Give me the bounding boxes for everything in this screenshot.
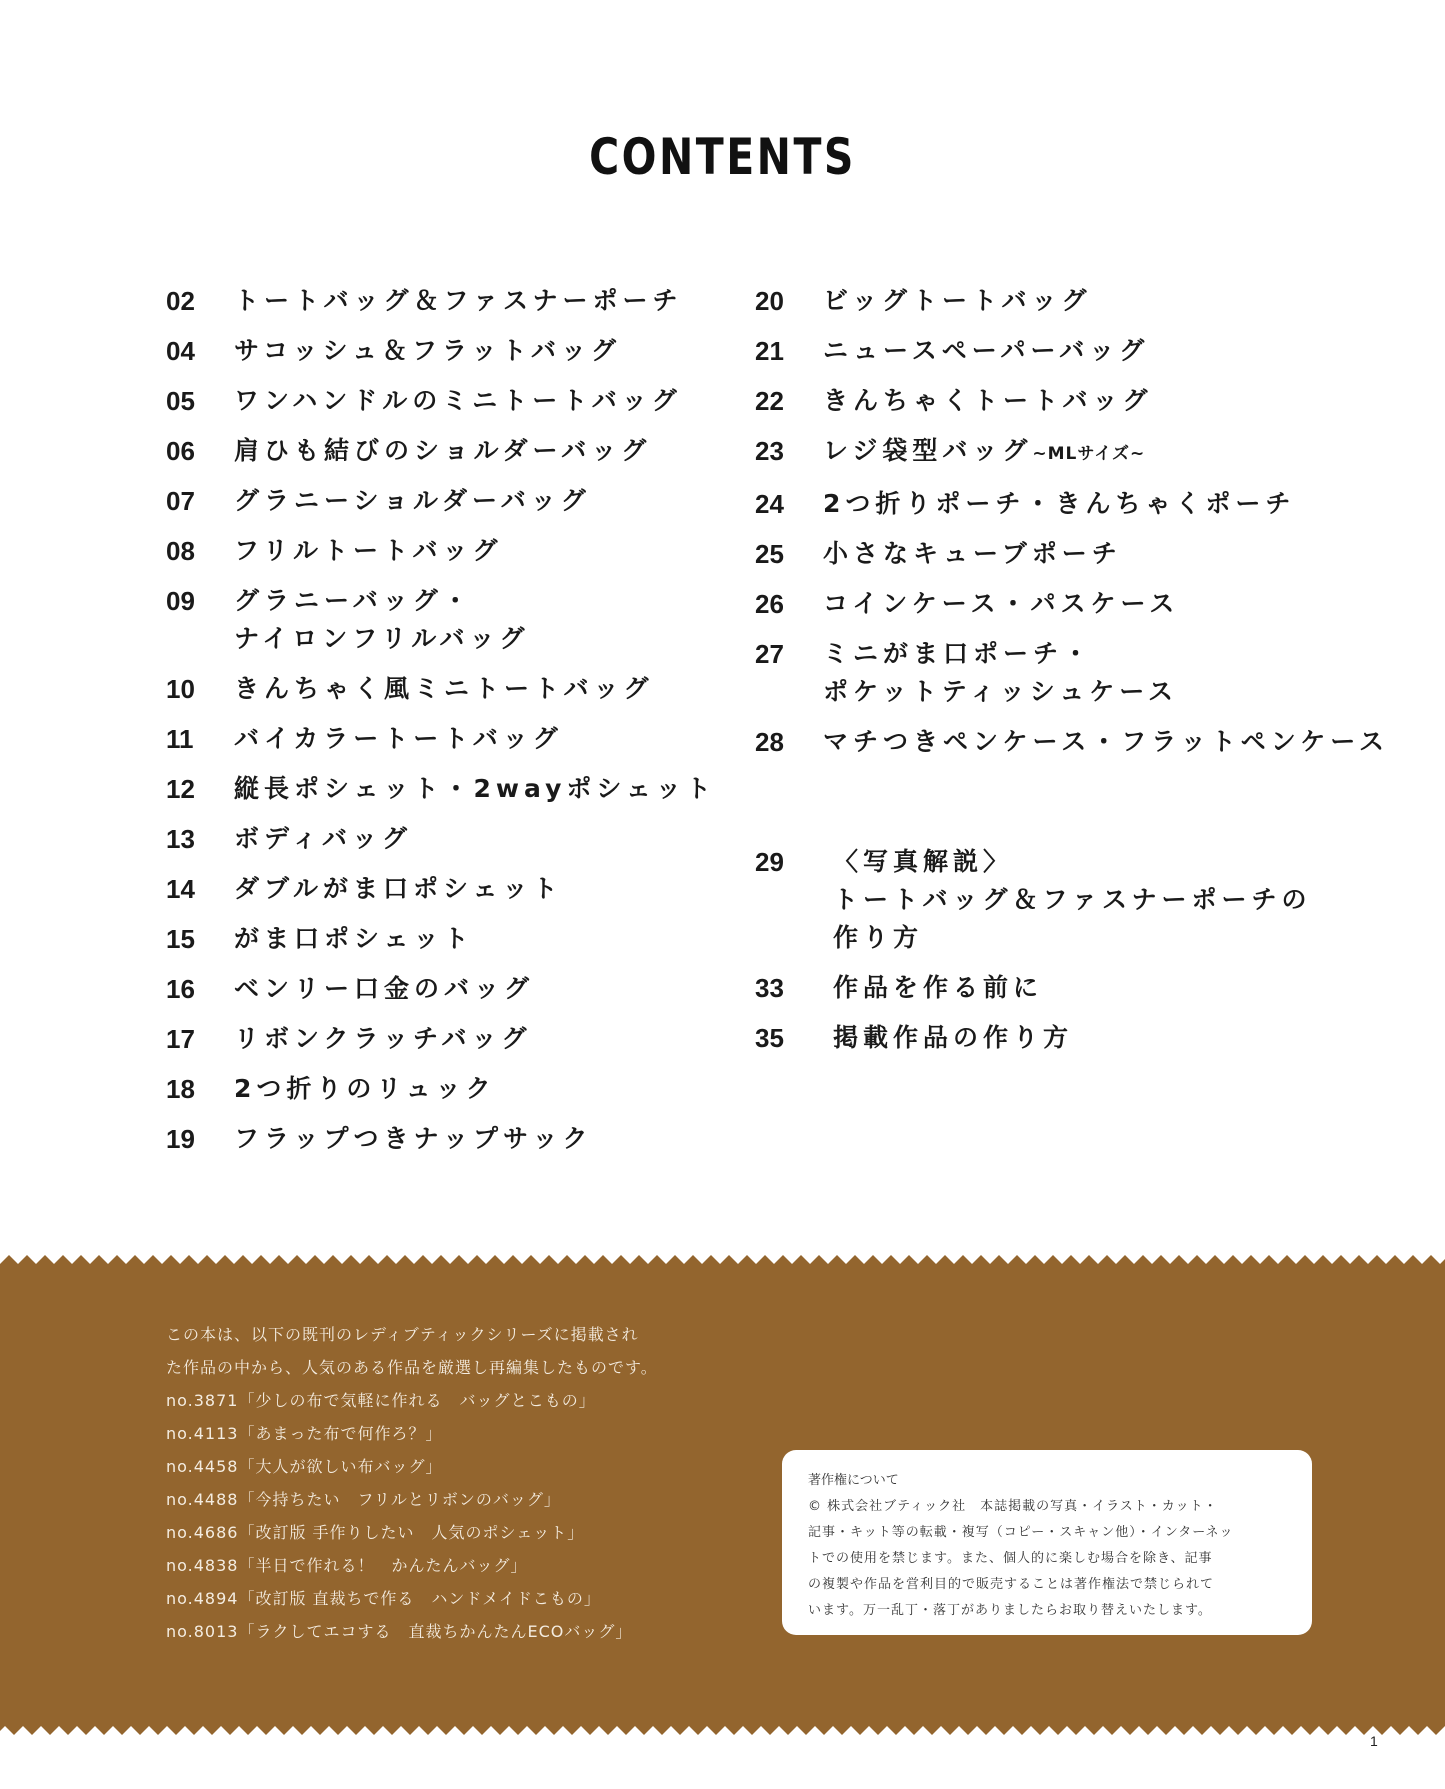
copyright-line: © 株式会社ブティック社 本誌掲載の写真・イラスト・カット・ [808,1499,1218,1514]
toc-page-number: 25 [755,539,784,569]
series-line: no.4458「大人が欲しい布バッグ」 [166,1457,443,1476]
toc-page-number: 04 [166,336,195,366]
toc-page-number: 14 [166,874,195,904]
copyright-line: います。万一乱丁・落丁がありましたらお取り替えいたします。 [808,1603,1212,1618]
toc-page-number: 33 [755,973,784,1003]
toc-title: サコッシュ＆フラットバッグ [234,336,622,365]
toc-title: リボンクラッチバッグ [234,1024,532,1053]
toc-entry [755,538,1395,570]
copyright-box [782,1450,1312,1635]
toc-title: ボディバッグ [234,824,413,853]
toc-title-suffix: ~MLサイズ~ [1032,444,1146,464]
toc-title: フリルトートバッグ [234,536,503,565]
toc-entry [755,638,1395,708]
toc-title: ベンリー口金のバッグ [234,974,535,1003]
toc-title: コインケース・パスケース [823,589,1180,618]
toc-entry [166,585,726,655]
toc-title: グラニーショルダーバッグ [234,486,591,515]
toc-entry [166,823,726,855]
series-line: no.4894「改訂版 直裁ちで作る ハンドメイドこもの」 [166,1589,601,1608]
toc-page-number: 23 [755,436,784,466]
toc-entry [755,488,1395,520]
toc-page-number: 16 [166,974,195,1004]
toc-entry [166,1123,726,1155]
toc-title: 縦長ポシェット・2wayポシェット [234,774,716,803]
toc-entry [755,335,1395,367]
toc-entry [166,923,726,955]
toc-entry [755,285,1395,317]
series-line: この本は、以下の既刊のレディブティックシリーズに掲載され [166,1325,639,1344]
toc-title: 掲載作品の作り方 [833,1023,1074,1052]
series-line: no.4838「半日で作れる！ かんたんバッグ」 [166,1556,528,1575]
toc-page-number: 21 [755,336,784,366]
toc-page-number: 19 [166,1124,195,1154]
toc-entry [166,335,726,367]
toc-page-number: 29 [755,847,784,877]
series-line: た作品の中から、人気のある作品を厳選し再編集したものです。 [166,1358,658,1377]
toc-page-number: 09 [166,586,195,616]
toc-entry [755,588,1395,620]
toc-title: きんちゃく風ミニトートバッグ [234,674,654,703]
copyright-body [808,1494,1286,1624]
toc-page-number: 26 [755,589,784,619]
toc-page-number: 18 [166,1074,195,1104]
toc-entry [166,1073,726,1105]
toc-title: 2つ折りのリュック [234,1074,496,1103]
toc-entry [166,723,726,755]
toc-right-column [755,285,1395,1072]
toc-entry [166,773,726,805]
toc-title: バイカラートートバッグ [234,724,563,753]
toc-title: ナイロンフリルバッグ [234,624,530,653]
series-line: no.4488「今持ちたい フリルとリボンのバッグ」 [166,1490,561,1509]
toc-entry [755,385,1395,417]
toc-title: 小さなキューブポーチ [823,539,1122,568]
toc-title: 作り方 [833,923,924,952]
toc-page-number: 11 [166,724,194,754]
toc-entry [166,1023,726,1055]
toc-page-number: 17 [166,1024,195,1054]
toc-page-number: 05 [166,386,195,416]
toc-title: がま口ポシェット [234,924,474,953]
toc-title: 2つ折りポーチ・きんちゃくポーチ [823,489,1296,518]
toc-page-number: 20 [755,286,784,316]
toc-page-number: 10 [166,674,195,704]
copyright-heading: 著作権について [808,1473,899,1488]
toc-entry [755,726,1395,758]
toc-title: ダブルがま口ポシェット [234,874,563,903]
toc-entry [166,385,726,417]
toc-page-number: 35 [755,1023,784,1053]
toc-page-number: 27 [755,639,784,669]
toc-entry [755,972,1395,1004]
toc-entry [166,435,726,467]
toc-page-number: 06 [166,436,195,466]
toc-entry [755,435,1395,470]
toc-title: 〈写真解説〉 [833,847,1014,876]
toc-page-number: 08 [166,536,195,566]
series-line: no.4113「あまった布で何作ろ？」 [166,1424,443,1443]
toc-title: ポケットティッシュケース [823,677,1179,706]
toc-entry [166,673,726,705]
toc-entry [166,973,726,1005]
copyright-line: トでの使用を禁じます。また、個人的に楽しむ場合を除き、記事 [808,1551,1213,1566]
toc-title: ニュースペーパーバッグ [823,336,1150,365]
toc-page-number: 15 [166,924,195,954]
series-line: no.8013「ラクしてエコする 直裁ちかんたんECOバッグ」 [166,1622,633,1641]
toc-left-column [166,285,726,1173]
toc-page-number: 22 [755,386,784,416]
toc-title: ビッグトートバッグ [823,286,1092,315]
toc-entry [166,535,726,567]
toc-title: フラップつきナップサック [234,1124,593,1153]
toc-title: トートバッグ＆ファスナーポーチ [234,286,683,315]
toc-title: レジ袋型バッグ~MLサイズ~ [823,436,1146,465]
page-title: CONTENTS [589,128,856,186]
toc-entry [166,285,726,317]
toc-title: ワンハンドルのミニトートバッグ [234,386,682,415]
toc-title: ミニがま口ポーチ・ [823,639,1094,668]
toc-title: 作品を作る前に [833,973,1044,1002]
series-line: no.3871「少しの布で気軽に作れる バッグとこもの」 [166,1391,596,1410]
toc-title: トートバッグ＆ファスナーポーチの [833,885,1312,914]
series-line: no.4686「改訂版 手作りしたい 人気のポシェット」 [166,1523,585,1542]
toc-page-number: 28 [755,727,784,757]
series-info [166,1318,658,1648]
toc-entry [755,1022,1395,1054]
toc-page-number: 24 [755,489,784,519]
toc-entry [755,846,1395,954]
toc-page-number: 13 [166,824,195,854]
toc-title: 肩ひも結びのショルダーバッグ [234,436,652,465]
copyright-line: の複製や作品を営利目的で販売することは著作権法で禁じられて [808,1577,1215,1592]
toc-page-number: 02 [166,286,195,316]
copyright-line: 記事・キット等の転載・複写（コピー・スキャン他）・インターネッ [808,1525,1234,1540]
page-number: 1 [1370,1733,1378,1749]
toc-title: マチつきペンケース・フラットペンケース [823,727,1390,756]
toc-entry [166,873,726,905]
toc-page-number: 07 [166,486,195,516]
toc-title: きんちゃくトートバッグ [823,386,1153,415]
toc-entry [166,485,726,517]
toc-title: グラニーバッグ・ [234,586,473,615]
toc-page-number: 12 [166,774,195,804]
